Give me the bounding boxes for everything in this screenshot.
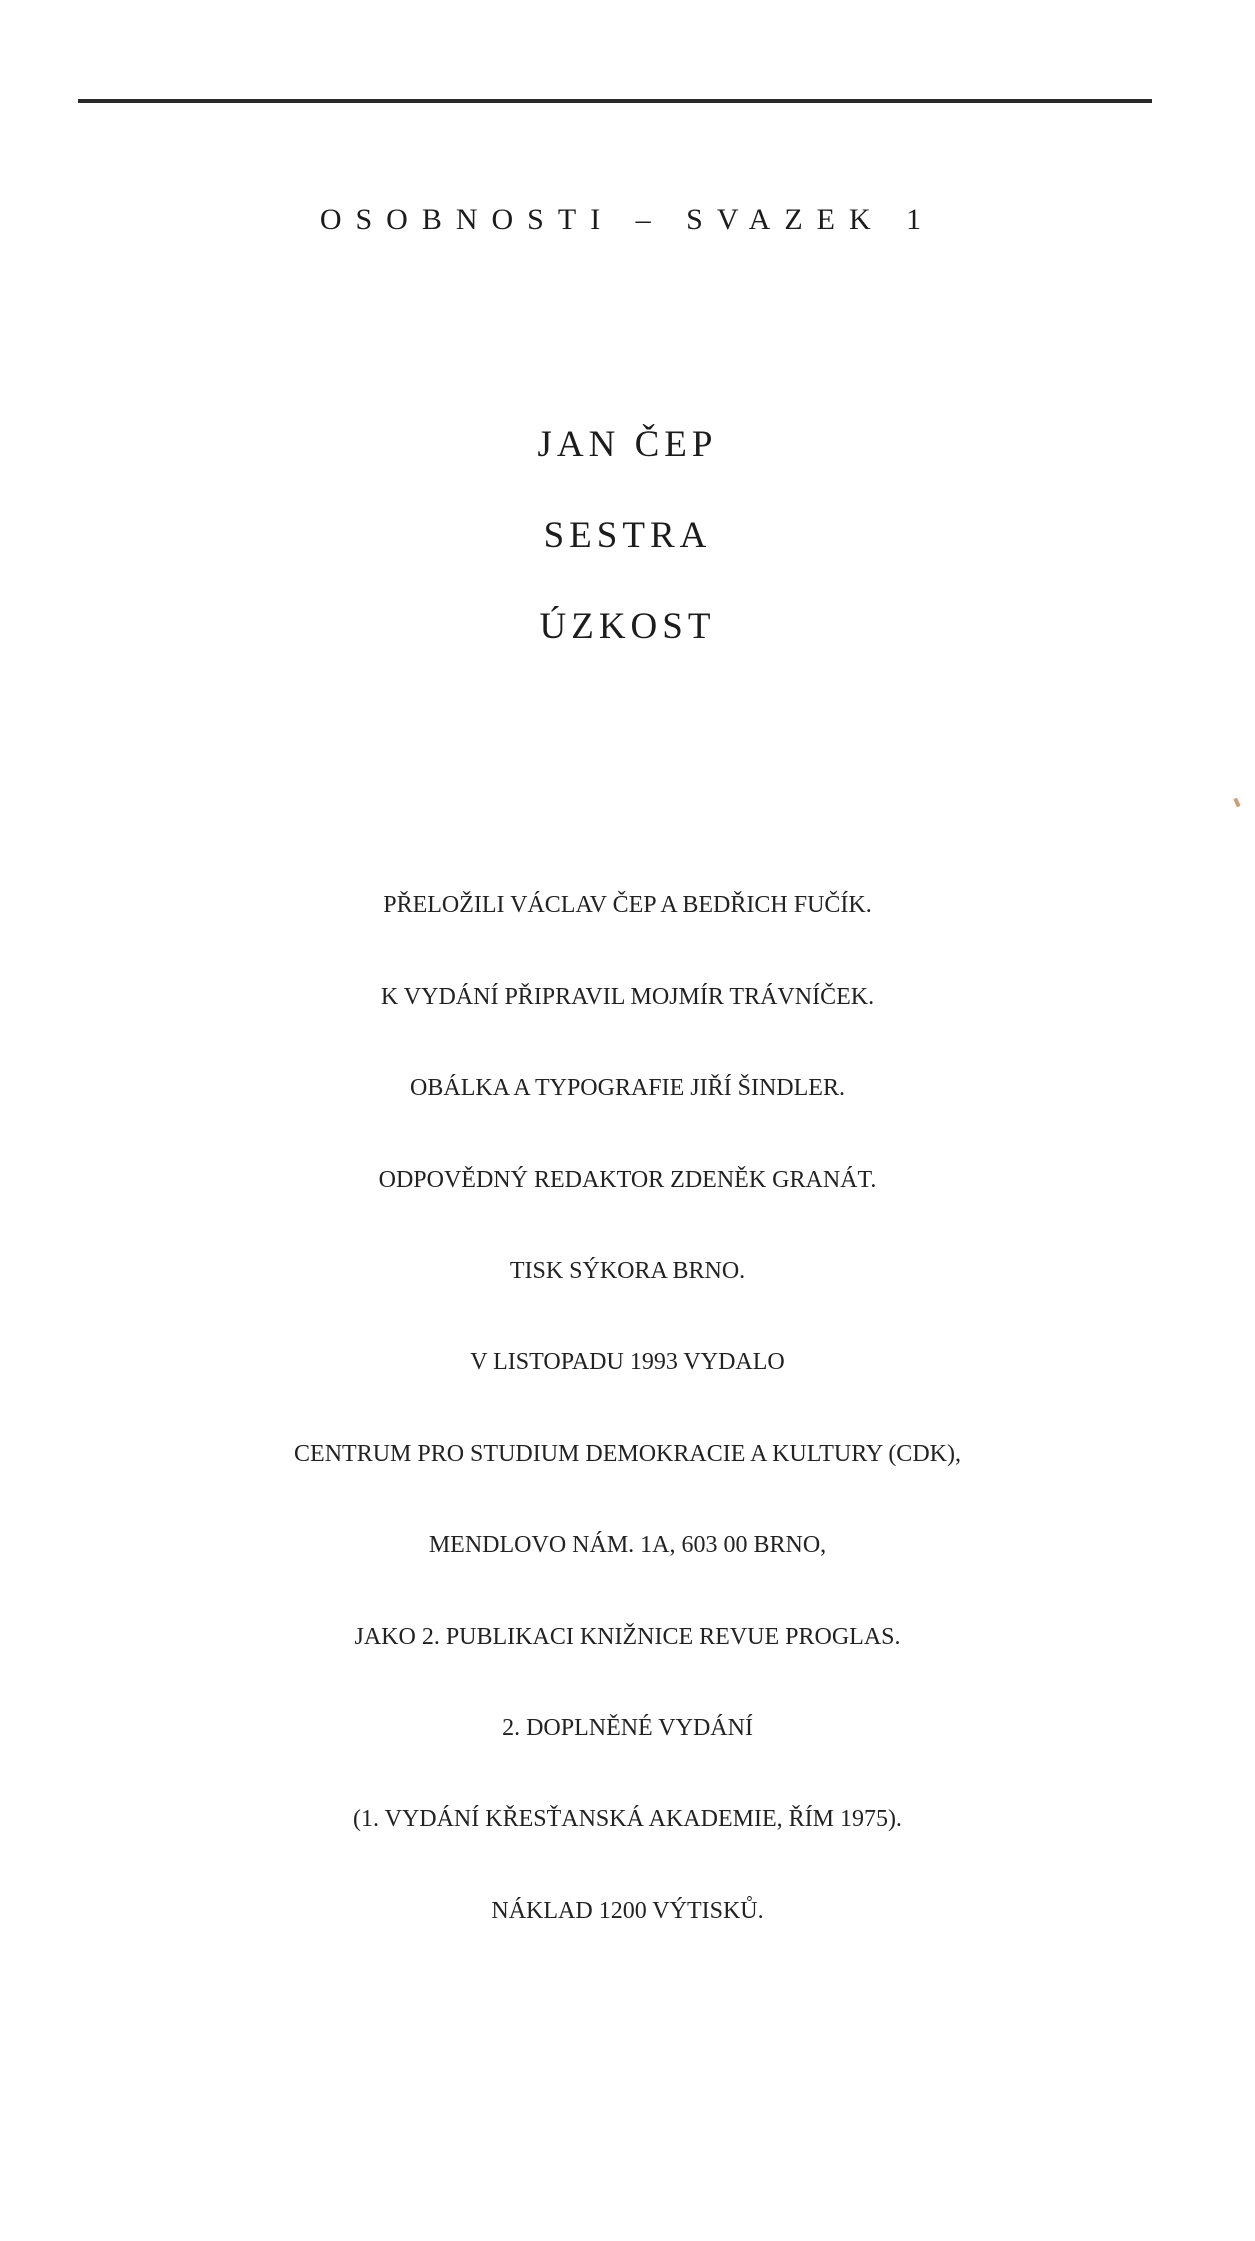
author-name: JAN ČEP (537, 424, 718, 465)
imprint-line: TISK SÝKORA BRNO. (509, 1258, 746, 1284)
imprint-line: NÁKLAD 1200 VÝTISKŮ. (491, 1898, 764, 1924)
work-title-1: SESTRA (543, 515, 712, 556)
imprint-line: OBÁLKA A TYPOGRAFIE JIŘÍ ŠINDLER. (410, 1075, 845, 1101)
imprint-line: CENTRUM PRO STUDIUM DEMOKRACIE A KULTURY (CDK), (294, 1441, 961, 1467)
imprint-line: 2. DOPLNĚNÉ VYDÁNÍ (502, 1715, 753, 1741)
paper-speck (1233, 798, 1240, 808)
top-rule-divider (78, 99, 1152, 103)
imprint-line: MENDLOVO NÁM. 1A, 603 00 BRNO, (428, 1532, 827, 1558)
imprint-line: JAKO 2. PUBLIKACI KNIŽNICE REVUE PROGLAS. (354, 1624, 901, 1650)
imprint-line: V LISTOPADU 1993 VYDALO (470, 1349, 785, 1375)
imprint-line: ODPOVĚDNÝ REDAKTOR ZDENĚK GRANÁT. (378, 1167, 877, 1193)
series-heading: OSOBNOSTI – SVAZEK 1 (319, 203, 936, 236)
imprint-line: K VYDÁNÍ PŘIPRAVIL MOJMÍR TRÁVNÍČEK. (380, 984, 875, 1010)
work-title-2: ÚZKOST (539, 606, 716, 647)
imprint-line: PŘELOŽILI VÁCLAV ČEP A BEDŘICH FUČÍK. (383, 892, 872, 918)
imprint-line: (1. VYDÁNÍ KŘESŤANSKÁ AKADEMIE, ŘÍM 1975). (353, 1806, 902, 1832)
